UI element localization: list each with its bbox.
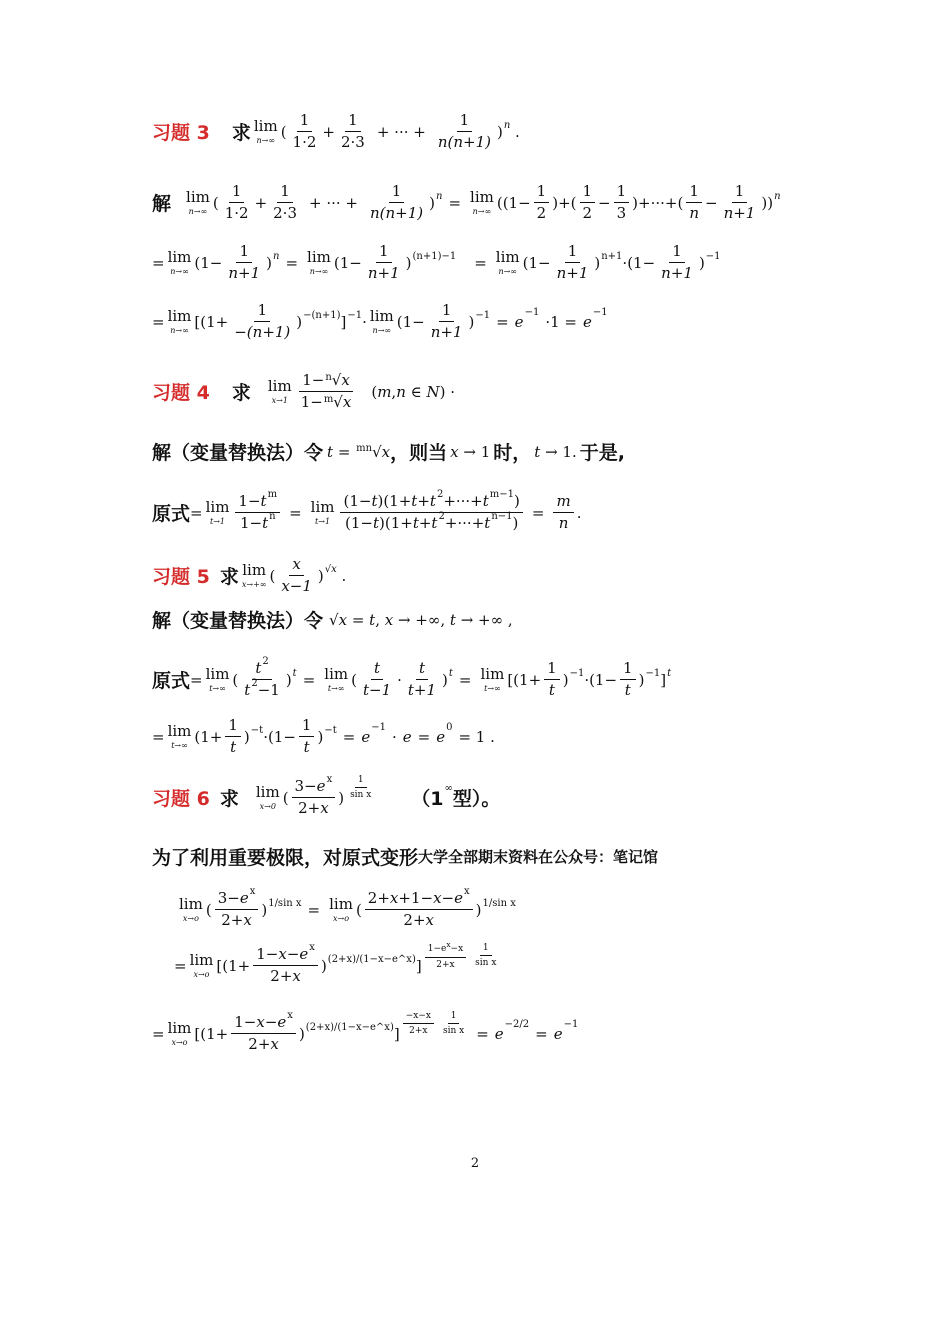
exercise-5-line: 习题 5 求 lim x→+∞ ( $\frac{x}{x-1}$ )$^{√x}$ . [152, 555, 347, 596]
solution-4-line-1: 解（变量替换法）令 t = $^{mn}$√x ，则当 x → 1 时， t → 1. 于是, [152, 438, 890, 465]
solution-5-line-2: 原式 = lim t→∞ ( $\frac{t^2}{t^2-1}$ )$^t$ = lim t→∞ ( $\frac{t}{t-1}$ · $\frac{t}{t+1}$ )$^t$ = lim t→∞ [(1+ $\frac{1}{t}$ )$^{-1}$·(1− $\frac{1}{t}$ )$^{-1}$]$^t$ [152, 656, 672, 700]
exercise-5-label: 习题 5 [152, 566, 210, 589]
exercise-3-label: 习题 3 [152, 122, 210, 145]
solution-6-line-3: = lim x→o [(1+ $\frac{1-x-e^x}{2+x}$ )$^{(2+x)/(1-x-e\^{}x)}$] $\frac{-x-x}{2+x}$ $\frac{1}{\text{sin x}}$ = e −2/2 = e −1 [152, 1010, 579, 1054]
exercise-6-line: 习题 6 求 lim x→0 ( $\frac{3-e^x}{2+x}$ ) $\frac{1}{\text{sin x}}$ （1 ∞ 型）。 [152, 774, 501, 818]
exercise-3-line: 习题 3 求 lim n→∞ ( $\frac{1}{1\cdot 2}$ + $\frac{1}{2\cdot 3}$ + ··· + $\frac{1}{n(n+1)}$ )$^n$ . [152, 111, 520, 152]
solution-3-line-3: = lim n→∞ [(1+ $\frac{1}{-(n+1)}$ )$^{-(n+1)}$]$^{-1}$ · lim n→∞ (1− $\frac{1}{n+1}$ )$^{-1}$ = e −1 ·1 = e −1 [152, 301, 608, 342]
watermark-text: 大学全部期末资料在公众号：笔记馆 [418, 848, 659, 866]
solution-3-line-1: 解 lim n→∞ ( $\frac{1}{1\cdot 2}$ + $\frac{1}{2\cdot 3}$ + ··· + $\frac{1}{n(n+1)}$ )$^n$ = lim n→∞ ((1− $\frac{1}{2}$ )+( $\frac{1}{2}$ − $\frac{1}{3}$ )+···+( $\frac{1}{n}$ − $\frac{1}{n+1}$ ))$^n$ [152, 182, 781, 223]
type-open-text: （1 [411, 788, 444, 811]
fraction: $\frac{1}{1\cdot 2}$ [292, 111, 317, 152]
qiu-text: 求 [219, 566, 239, 589]
solution-6-line-2: = lim x→o [(1+ $\frac{1-x-e^x}{2+x}$ )$^{(2+x)/(1-x-e\^{}x)}$] $\frac{1-e^x-x}{2+x}$ $\frac{1}{\text{sin x}}$ [174, 940, 497, 986]
yushi-text: 于是, [579, 442, 625, 464]
then-when-text: ，则当 [390, 442, 448, 464]
solution-5-line-3: = lim t→∞ (1+ $\frac{1}{t}$ )$^{-t}$·(1− $\frac{1}{t}$ )$^{-t}$ = e −1 · e = e 0 = 1 . [152, 716, 495, 757]
solution-3-line-2: = lim n→∞ (1− $\frac{1}{n+1}$ )$^n$ = lim n→∞ (1− $\frac{1}{n+1}$ )$^{(n+1)-1}$ = lim n→∞ (1− $\frac{1}{n+1}$ )$^{n+1}$ ·(1− $\frac{1}{n+1}$ )$^{-1}$ [152, 242, 721, 283]
qiu-text: 求 [219, 788, 239, 811]
qiu-text: 求 [231, 382, 251, 405]
jie-text: 解 [152, 193, 172, 216]
yuanshi-text: 原式 [152, 503, 191, 526]
infinity-superscript: ∞ [444, 783, 453, 795]
exercise-6-label: 习题 6 [152, 788, 210, 811]
time-text: 时， [493, 442, 532, 464]
solution-4-line-2: 原式 = lim t→1 $\frac{1-t^m}{1-t^n}$ = lim t→1 $\frac{(1-t)(1+t+t^2+\cdot\cdot\cdot+t^{m-1})}{(1-t)(1+t+t^2+\cdot\cdot\cdot+t^{n-1})}$ = $\frac{m}{n}$ . [152, 489, 582, 533]
type-close-text: 型）。 [452, 788, 501, 811]
page-number: 2 [470, 1156, 480, 1171]
substitution-text: 解（变量替换法）令 [152, 610, 324, 632]
exercise-4-line: 习题 4 求 lim x→1 $\frac{1-^n√x}{1-^m√x}$ (m,n ∈ N) · [152, 371, 456, 412]
yuanshi-text: 原式 [152, 670, 191, 693]
solution-5-line-1: 解（变量替换法）令 √x = t, x → +∞, t → +∞ , [152, 606, 890, 633]
fraction: $\frac{1}{2\cdot 3}$ [340, 111, 365, 152]
transformation-intro-text: 为了利用重要极限，对原式变形 [152, 847, 419, 869]
qiu-text: 求 [231, 122, 251, 145]
substitution-text: 解（变量替换法）令 [152, 442, 324, 464]
fraction: $\frac{1}{n(n+1)}$ [437, 111, 491, 152]
lim-operator: lim n→∞ [253, 116, 278, 145]
exercise-4-label: 习题 4 [152, 382, 210, 405]
transformation-intro-line [152, 843, 890, 870]
solution-6-line-1: lim x→o ( $\frac{3-e^x}{2+x}$ )$^{1/sin x}$ = lim x→o ( $\frac{2+x+1-x-e^x}{2+x}$ )$^{1/sin x}$ [179, 886, 516, 930]
lim-operator: lim n→∞ [186, 187, 210, 216]
